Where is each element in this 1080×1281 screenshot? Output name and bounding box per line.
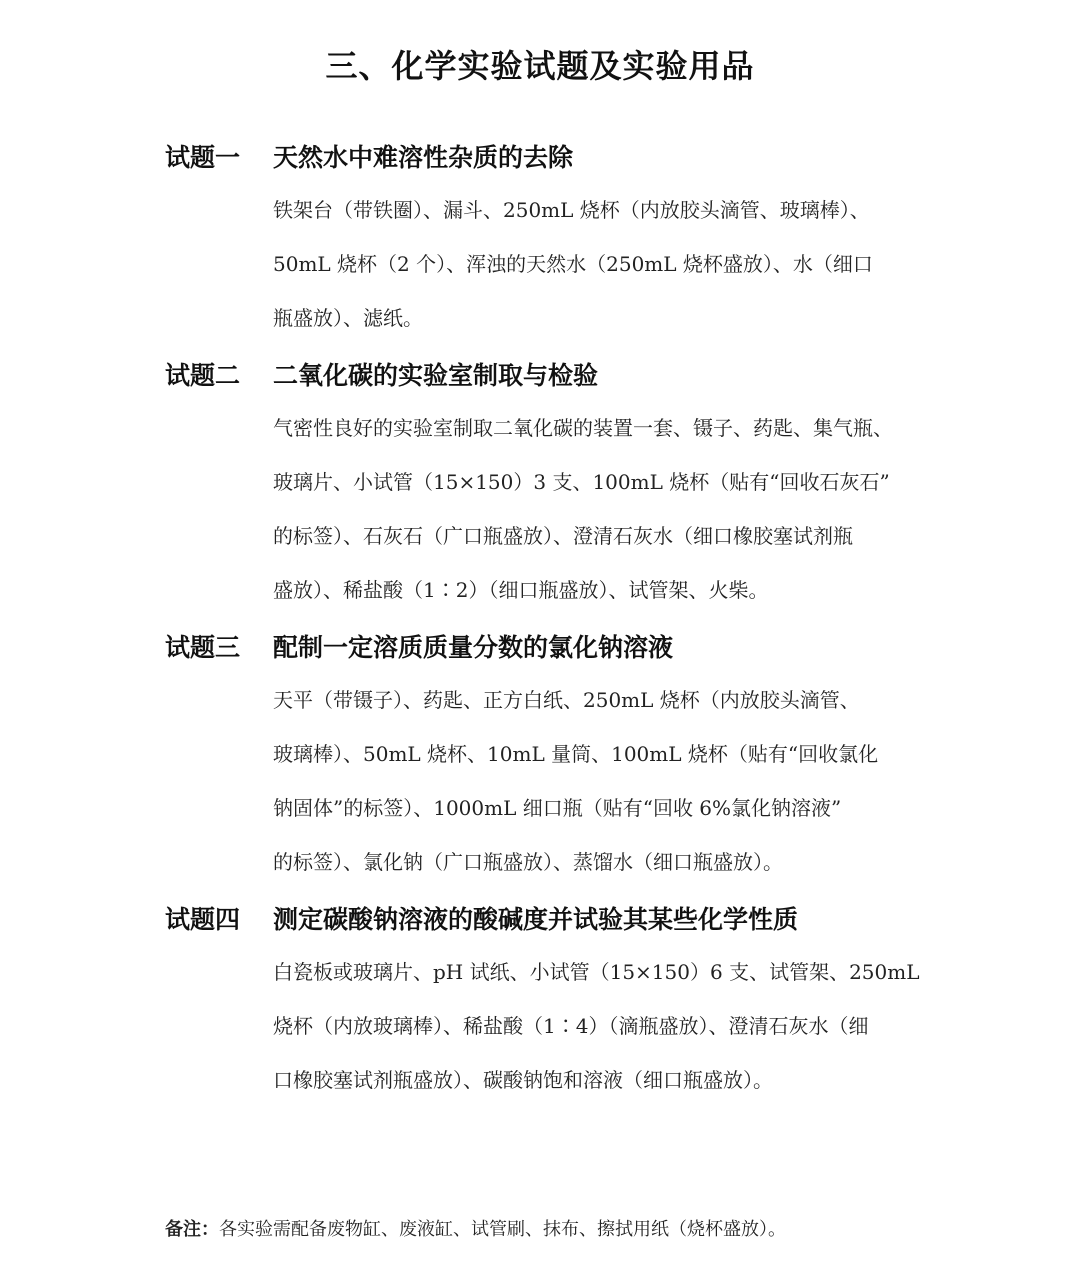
section-number: 试题四 <box>165 905 241 934</box>
body-line: 玻璃片、小试管（15×150）3 支、100mL 烧杯（贴有“回收石灰石” <box>273 470 890 494</box>
body-line: 烧杯（内放玻璃棒）、稀盐酸（1∶4）（滴瓶盛放）、澄清石灰水（细 <box>273 1014 869 1038</box>
section-number: 试题三 <box>165 633 241 662</box>
body-line: 白瓷板或玻璃片、pH 试纸、小试管（15×150）6 支、试管架、250mL <box>273 960 920 984</box>
section-title: 二氧化碳的实验室制取与检验 <box>273 361 599 390</box>
body-line: 的标签）、石灰石（广口瓶盛放）、澄清石灰水（细口橡胶塞试剂瓶 <box>273 524 853 548</box>
section-1 <box>0 133 1080 345</box>
section-4 <box>0 895 1080 1107</box>
body-line: 口橡胶塞试剂瓶盛放）、碳酸钠饱和溶液（细口瓶盛放）。 <box>273 1068 773 1092</box>
section-number: 试题二 <box>165 361 241 390</box>
section-header <box>0 895 1080 945</box>
section-header <box>0 351 1080 401</box>
body-line: 玻璃棒）、50mL 烧杯、10mL 量筒、100mL 烧杯（贴有“回收氯化 <box>273 742 879 766</box>
section-3 <box>0 623 1080 889</box>
body-line: 瓶盛放）、滤纸。 <box>273 306 423 330</box>
body-line: 的标签）、氯化钠（广口瓶盛放）、蒸馏水（细口瓶盛放）。 <box>273 850 783 874</box>
body-line: 钠固体”的标签）、1000mL 细口瓶（贴有“回收 6%氯化钠溶液” <box>273 796 842 820</box>
section-body <box>273 673 918 889</box>
body-line: 铁架台（带铁圈）、漏斗、250mL 烧杯（内放胶头滴管、玻璃棒）、 <box>273 198 870 222</box>
section-title: 配制一定溶质质量分数的氯化钠溶液 <box>273 633 674 662</box>
body-line: 天平（带镊子）、药匙、正方白纸、250mL 烧杯（内放胶头滴管、 <box>273 688 860 712</box>
section-title: 测定碳酸钠溶液的酸碱度并试验其某些化学性质 <box>273 905 799 934</box>
note-text: 各实验需配备废物缸、废液缸、试管刷、抹布、擦拭用纸（烧杯盛放）。 <box>219 1219 786 1240</box>
body-line: 50mL 烧杯（2 个）、浑浊的天然水（250mL 烧杯盛放）、水（细口 <box>273 252 873 276</box>
page-title: 三、化学实验试题及实验用品 <box>325 47 755 85</box>
body-line: 气密性良好的实验室制取二氧化碳的装置一套、镊子、药匙、集气瓶、 <box>273 416 893 440</box>
section-header <box>0 133 1080 183</box>
note-label: 备注： <box>165 1219 219 1240</box>
section-title: 天然水中难溶性杂质的去除 <box>273 143 574 172</box>
note <box>165 1212 786 1248</box>
section-header <box>0 623 1080 673</box>
section-body <box>273 401 918 617</box>
section-body <box>273 945 918 1107</box>
section-2 <box>0 351 1080 617</box>
section-body <box>273 183 918 345</box>
body-line: 盛放）、稀盐酸（1∶2）（细口瓶盛放）、试管架、火柴。 <box>273 578 769 602</box>
section-number: 试题一 <box>165 143 241 172</box>
